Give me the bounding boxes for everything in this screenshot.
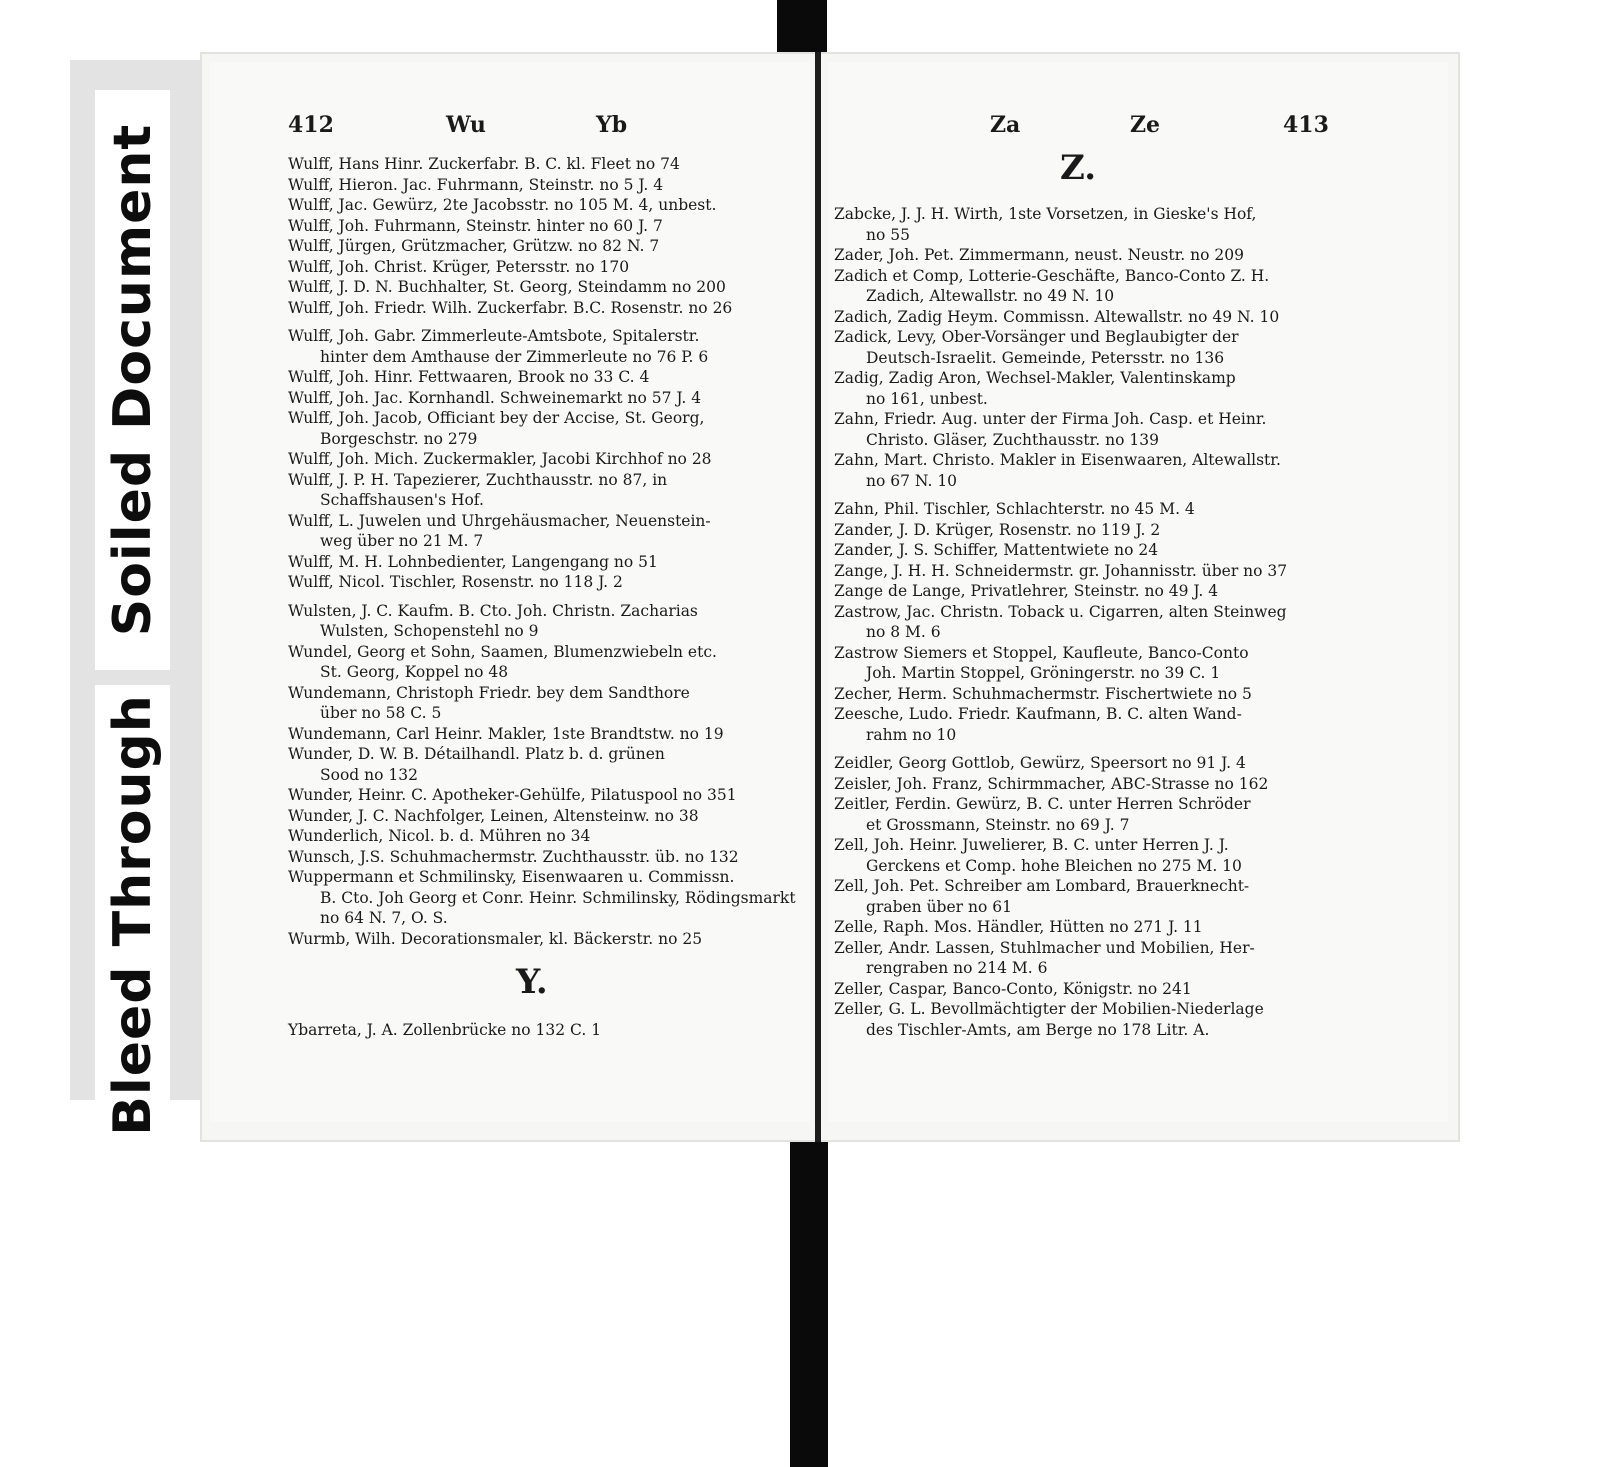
entry-text: Zadig, Zadig Aron, Wechsel-Makler, Valentinskamp: [834, 369, 1236, 387]
entry-text: Zeesche, Ludo. Friedr. Kaufmann, B. C. alten Wand-: [834, 705, 1242, 723]
entry-text: Zeidler, Georg Gottlob, Gewürz, Speersort no 91 J. 4: [834, 754, 1246, 772]
directory-entry: [288, 277, 808, 298]
directory-entry: [834, 540, 1342, 561]
directory-entry: [834, 450, 1342, 491]
directory-entry: [834, 999, 1342, 1040]
entry-text: Wulff, Joh. Hinr. Fettwaaren, Brook no 33 C. 4: [288, 368, 650, 386]
entry-text: Wulff, Joh. Gabr. Zimmerleute-Amtsbote, Spitalerstr.: [288, 327, 700, 345]
label-soiled-document-text: Soiled Document: [102, 123, 163, 637]
entry-continuation: weg über no 21 M. 7: [320, 532, 484, 550]
entry-continuation: hinter dem Amthause der Zimmerleute no 76 P. 6: [320, 347, 709, 366]
y-entry-list: [288, 1020, 808, 1041]
entry-text: Zeitler, Ferdin. Gewürz, B. C. unter Herren Schröder: [834, 795, 1251, 813]
directory-entry: [834, 368, 1342, 409]
directory-entry: [288, 326, 808, 367]
directory-entry: [288, 642, 808, 683]
entry-text: Wulff, Hans Hinr. Zuckerfabr. B. C. kl. Fleet no 74: [288, 155, 680, 173]
directory-entry: [834, 327, 1342, 368]
entry-text: Wulff, Nicol. Tischler, Rosenstr. no 118 J. 2: [288, 573, 623, 591]
entry-continuation: Joh. Martin Stoppel, Gröningerstr. no 39 C. 1: [866, 664, 1221, 682]
entry-text: Wundemann, Christoph Friedr. bey dem Sandthore: [288, 683, 690, 702]
directory-entry: [834, 561, 1342, 582]
document-label-strip: [70, 60, 200, 1136]
directory-entry: [834, 581, 1342, 602]
entry-text: Zastrow Siemers et Stoppel, Kaufleute, Banco-Conto: [834, 643, 1249, 662]
header-left: Za: [990, 112, 1021, 138]
entry-text: Zell, Joh. Pet. Schreiber am Lombard, Brauerknecht-: [834, 877, 1250, 895]
directory-entry: [834, 835, 1342, 876]
entry-continuation: rahm no 10: [866, 725, 957, 744]
directory-entry: [288, 572, 808, 593]
entry-text: Wunderlich, Nicol. b. d. Mühren no 34: [288, 827, 591, 845]
entry-text: Zahn, Friedr. Aug. unter der Firma Joh. Casp. et Heinr.: [834, 410, 1267, 428]
book-gutter: [815, 52, 821, 1142]
entry-continuation: et Grossmann, Steinstr. no 69 J. 7: [866, 815, 1130, 834]
directory-entry: [834, 774, 1342, 795]
entry-text: Zabcke, J. J. H. Wirth, 1ste Vorsetzen, in Gieske's Hof,: [834, 205, 1257, 223]
directory-entry: [834, 753, 1342, 774]
directory-entry: [834, 938, 1342, 979]
left-page: [210, 62, 810, 1122]
directory-entry: [288, 847, 808, 868]
directory-entry: [834, 876, 1342, 917]
section-letter-y: Y.: [516, 962, 548, 1002]
entry-text: Wunder, J. C. Nachfolger, Leinen, Altensteinw. no 38: [288, 806, 699, 825]
entry-text: Wulff, Joh. Friedr. Wilh. Zuckerfabr. B.C. Rosenstr. no 26: [288, 298, 733, 317]
entry-text: Wunder, Heinr. C. Apotheker-Gehülfe, Pilatuspool no 351: [288, 786, 737, 804]
page-number: 412: [288, 112, 334, 138]
directory-entry: [834, 245, 1342, 266]
entry-text: Wulff, J. D. N. Buchhalter, St. Georg, Steindamm no 200: [288, 278, 726, 296]
directory-entry: [288, 216, 808, 237]
entry-continuation: graben über no 61: [866, 897, 1012, 916]
entry-text: Zange de Lange, Privatlehrer, Steinstr. no 49 J. 4: [834, 582, 1219, 600]
entry-text: Wulff, Joh. Mich. Zuckermakler, Jacobi Kirchhof no 28: [288, 450, 712, 468]
entry-continuation: Christo. Gläser, Zuchthausstr. no 139: [866, 430, 1159, 449]
entry-list: [288, 154, 808, 949]
entry-text: Wulff, Jürgen, Grützmacher, Grützw. no 82 N. 7: [288, 237, 660, 255]
directory-entry: [834, 794, 1342, 835]
directory-entry: [834, 266, 1342, 307]
entry-text: Wunsch, J.S. Schuhmachermstr. Zuchthausstr. üb. no 132: [288, 847, 739, 866]
entry-continuation: des Tischler-Amts, am Berge no 178 Litr. A.: [866, 1020, 1210, 1039]
binding-clip-bottom: [790, 1132, 828, 1467]
entry-continuation: Zadich, Altewallstr. no 49 N. 10: [866, 287, 1115, 305]
directory-entry: [288, 511, 808, 552]
entry-text: Zeller, G. L. Bevollmächtigter der Mobilien-Niederlage: [834, 1000, 1264, 1018]
entry-text: Wulff, L. Juwelen und Uhrgehäusmacher, Neuenstein-: [288, 511, 711, 530]
directory-entry: [288, 298, 808, 319]
header-left: Wu: [446, 112, 486, 138]
entry-text: Zader, Joh. Pet. Zimmermann, neust. Neustr. no 209: [834, 246, 1244, 264]
entry-text: Zeller, Andr. Lassen, Stuhlmacher und Mobilien, Her-: [834, 938, 1255, 957]
directory-entry: [288, 683, 808, 724]
open-book: [200, 52, 1460, 1142]
entry-text: Zahn, Mart. Christo. Makler in Eisenwaaren, Altewallstr.: [834, 451, 1281, 469]
directory-entry: [288, 929, 808, 950]
entry-text: Wundemann, Carl Heinr. Makler, 1ste Brandtstw. no 19: [288, 724, 724, 743]
page-number: 413: [1283, 112, 1329, 138]
directory-entry: [288, 724, 808, 745]
directory-entry: [288, 257, 808, 278]
entry-text: Zastrow, Jac. Christn. Toback u. Cigarren, alten Steinweg: [834, 602, 1287, 621]
label-soiled-document: [95, 90, 170, 670]
entry-continuation: rengraben no 214 M. 6: [866, 959, 1048, 977]
right-page: [828, 62, 1448, 1122]
entry-text: Wulff, Jac. Gewürz, 2te Jacobsstr. no 105 M. 4, unbest.: [288, 196, 717, 214]
header-right: Yb: [596, 112, 628, 138]
entry-text: Zange, J. H. H. Schneidermstr. gr. Johannisstr. über no 37: [834, 561, 1288, 580]
entry-continuation: Borgeschstr. no 279: [320, 429, 478, 448]
entry-continuation: Wulsten, Schopenstehl no 9: [320, 622, 539, 640]
entry-continuation: Gerckens et Comp. hohe Bleichen no 275 M. 10: [866, 856, 1242, 875]
directory-entry: [834, 704, 1342, 745]
directory-entry: [288, 601, 808, 642]
directory-entry: [288, 552, 808, 573]
section-letter-z: Z.: [1060, 148, 1097, 188]
entry-text: Wuppermann et Schmilinsky, Eisenwaaren u. Commissn.: [288, 868, 735, 886]
entry-text: Wulff, Joh. Christ. Krüger, Petersstr. no 170: [288, 257, 630, 276]
directory-entry: [288, 195, 808, 216]
entry-text: Wulff, J. P. H. Tapezierer, Zuchthausstr. no 87, in: [288, 470, 668, 489]
directory-entry: [288, 367, 808, 388]
entry-text: Wulff, Joh. Fuhrmann, Steinstr. hinter no 60 J. 7: [288, 216, 663, 235]
directory-entry: [834, 499, 1342, 520]
entry-text: Zelle, Raph. Mos. Händler, Hütten no 271 J. 11: [834, 918, 1203, 936]
directory-entry: [834, 204, 1342, 245]
entry-text: Zahn, Phil. Tischler, Schlachterstr. no 45 M. 4: [834, 500, 1195, 518]
entry-text: Zander, J. S. Schiffer, Mattentwiete no 24: [834, 541, 1159, 559]
entry-continuation: no 55: [866, 225, 910, 244]
entry-text: Wulff, M. H. Lohnbedienter, Langengang no 51: [288, 552, 658, 571]
entry-text: Zadich, Zadig Heym. Commissn. Altewallstr. no 49 N. 10: [834, 307, 1280, 326]
entry-text: Zeller, Caspar, Banco-Conto, Königstr. no 241: [834, 979, 1192, 998]
directory-entry: [834, 307, 1342, 328]
entry-text: Zell, Joh. Heinr. Juwelierer, B. C. unter Herren J. J.: [834, 836, 1229, 854]
directory-entry: [288, 867, 808, 929]
entry-text: Zadick, Levy, Ober-Vorsänger und Beglaubigter der: [834, 328, 1239, 346]
directory-entry: [834, 643, 1342, 684]
directory-entry: [288, 806, 808, 827]
directory-entry: [288, 470, 808, 511]
entry-list: [834, 204, 1342, 1040]
entry-text: Wulff, Joh. Jac. Kornhandl. Schweinemarkt no 57 J. 4: [288, 388, 702, 407]
entry-continuation: no 67 N. 10: [866, 471, 958, 490]
entry-continuation: Schaffshausen's Hof.: [320, 491, 484, 509]
directory-entry: [834, 979, 1342, 1000]
entry-text: Zadich et Comp, Lotterie-Geschäfte, Banco-Conto Z. H.: [834, 266, 1270, 285]
directory-entry: [288, 154, 808, 175]
directory-entry: [834, 409, 1342, 450]
directory-entry: [288, 388, 808, 409]
directory-entry: [288, 175, 808, 196]
entry-text: Wulff, Joh. Jacob, Officiant bey der Accise, St. Georg,: [288, 409, 705, 427]
directory-entry: Ybarreta, J. A. Zollenbrücke no 132 C. 1: [288, 1021, 602, 1039]
directory-entry: [288, 236, 808, 257]
label-bleed-through-text: Bleed Through: [102, 694, 163, 1136]
entry-text: Wurmb, Wilh. Decorationsmaler, kl. Bäckerstr. no 25: [288, 929, 703, 948]
directory-entry: [288, 744, 808, 785]
label-bleed-through: [95, 685, 170, 1145]
directory-entry: [288, 408, 808, 449]
entry-continuation: B. Cto. Joh Georg et Conr. Heinr. Schmilinsky, Rödingsmarkt no 64 N. 7, O. S.: [320, 888, 796, 927]
entry-text: Wundel, Georg et Sohn, Saamen, Blumenzwiebeln etc.: [288, 642, 717, 661]
entry-text: Wunder, D. W. B. Détailhandl. Platz b. d. grünen: [288, 745, 665, 763]
directory-entry: [288, 826, 808, 847]
entry-continuation: über no 58 C. 5: [320, 704, 442, 722]
entry-continuation: Sood no 132: [320, 765, 418, 784]
entry-text: Zeisler, Joh. Franz, Schirmmacher, ABC-Strasse no 162: [834, 774, 1269, 793]
directory-entry: [288, 785, 808, 806]
directory-entry: [834, 602, 1342, 643]
entry-text: Zecher, Herm. Schuhmachermstr. Fischertwiete no 5: [834, 684, 1252, 703]
directory-entry: [834, 520, 1342, 541]
header-right: Ze: [1130, 112, 1161, 138]
entry-text: Zander, J. D. Krüger, Rosenstr. no 119 J. 2: [834, 520, 1161, 539]
entry-continuation: Deutsch-Israelit. Gemeinde, Petersstr. no 136: [866, 348, 1225, 367]
entry-continuation: no 8 M. 6: [866, 623, 941, 641]
directory-entry: [834, 917, 1342, 938]
directory-entry: [288, 449, 808, 470]
entry-text: Wulff, Hieron. Jac. Fuhrmann, Steinstr. no 5 J. 4: [288, 175, 664, 194]
entry-continuation: St. Georg, Koppel no 48: [320, 663, 509, 681]
entry-continuation: no 161, unbest.: [866, 389, 988, 408]
entry-text: Wulsten, J. C. Kaufm. B. Cto. Joh. Christn. Zacharias: [288, 601, 698, 620]
directory-entry: [834, 684, 1342, 705]
